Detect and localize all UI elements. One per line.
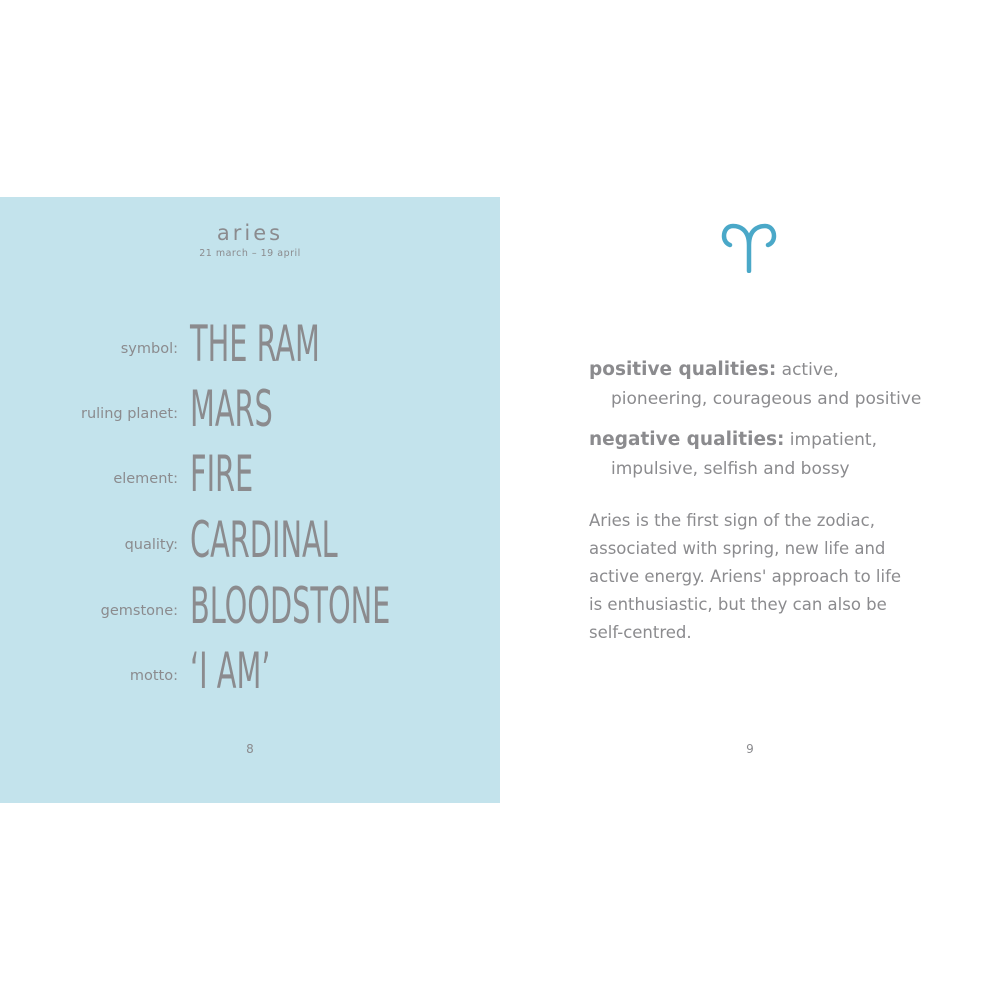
description-paragraph <box>589 507 919 647</box>
paragraph-line: is enthusiastic, but they can also be <box>589 595 887 614</box>
paragraph-line: associated with spring, new life and <box>589 539 886 558</box>
negative-qualities-line1: impatient, <box>784 430 877 450</box>
attribute-label: quality: <box>124 537 178 553</box>
negative-qualities-line2: impulsive, selfish and bossy <box>611 459 850 479</box>
attribute-value: MARS <box>190 380 273 438</box>
attribute-label: symbol: <box>120 341 178 357</box>
attribute-row-gemstone <box>0 577 500 637</box>
positive-qualities-line2: pioneering, courageous and positive <box>611 389 922 409</box>
attribute-row-motto <box>0 642 500 702</box>
attribute-value: CARDINAL <box>190 511 338 569</box>
attribute-row-quality <box>0 511 500 571</box>
page-number: 8 <box>246 742 254 756</box>
attribute-value: FIRE <box>190 445 254 503</box>
attribute-row-ruling-planet <box>0 380 500 440</box>
positive-qualities <box>589 355 949 414</box>
sign-dates: 21 march – 19 april <box>199 248 301 259</box>
attribute-row-symbol <box>0 315 500 375</box>
attribute-label: ruling planet: <box>80 406 178 422</box>
attribute-row-element <box>0 445 500 505</box>
attribute-value: BLOODSTONE <box>190 577 391 635</box>
right-page <box>500 197 1000 803</box>
aries-glyph-icon <box>721 223 777 273</box>
positive-qualities-line1: active, <box>776 360 839 380</box>
paragraph-line: self-centred. <box>589 623 692 642</box>
attribute-label: gemstone: <box>100 603 178 619</box>
positive-qualities-heading: positive qualities: <box>589 359 777 380</box>
left-page <box>0 197 500 803</box>
paragraph-line: Aries is the first sign of the zodiac, <box>589 511 875 530</box>
sign-title: aries <box>216 221 284 245</box>
attribute-label: element: <box>113 471 178 487</box>
attribute-value: ‘I AM’ <box>190 642 271 700</box>
attribute-value: THE RAM <box>190 315 320 373</box>
paragraph-line: active energy. Ariens' approach to life <box>589 567 902 586</box>
negative-qualities-heading: negative qualities: <box>589 429 785 450</box>
negative-qualities <box>589 425 949 484</box>
page-number: 9 <box>746 742 754 756</box>
attribute-label: motto: <box>129 668 178 684</box>
